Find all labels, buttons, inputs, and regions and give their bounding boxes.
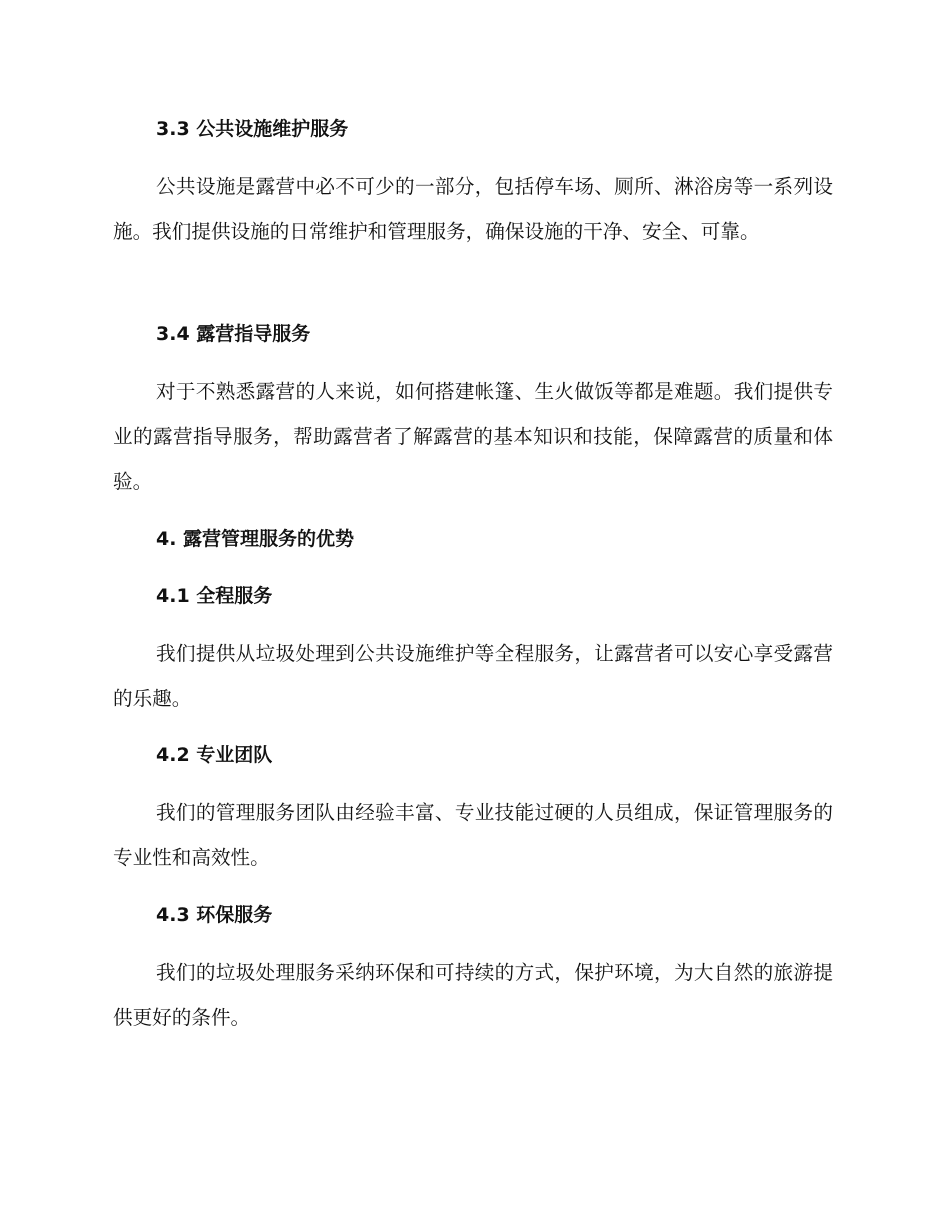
section-paragraph-4-3: 我们的垃圾处理服务采纳环保和可持续的方式，保护环境，为大自然的旅游提供更好的条件。: [113, 961, 833, 1029]
section-paragraph-4-2: 我们的管理服务团队由经验丰富、专业技能过硬的人员组成，保证管理服务的专业性和高效性。: [113, 801, 833, 869]
section-paragraph-3-4: 对于不熟悉露营的人来说，如何搭建帐篷、生火做饭等都是难题。我们提供专业的露营指导服务，帮助露营者了解露营的基本知识和技能，保障露营的质量和体验。: [113, 380, 833, 493]
section-heading-3-3: 3.3 公共设施维护服务: [156, 118, 349, 140]
section-heading-4-3: 4.3 环保服务: [156, 904, 273, 926]
section-paragraph-3-3: 公共设施是露营中必不可少的一部分，包括停车场、厕所、淋浴房等一系列设施。我们提供设施的日常维护和管理服务，确保设施的干净、安全、可靠。: [113, 175, 833, 243]
section-paragraph-4-1: 我们提供从垃圾处理到公共设施维护等全程服务，让露营者可以安心享受露营的乐趣。: [113, 642, 833, 710]
section-heading-3-4: 3.4 露营指导服务: [156, 323, 311, 345]
section-heading-4-2: 4.2 专业团队: [156, 744, 273, 766]
section-heading-4: 4. 露营管理服务的优势: [156, 528, 355, 550]
section-heading-4-1: 4.1 全程服务: [156, 585, 273, 607]
